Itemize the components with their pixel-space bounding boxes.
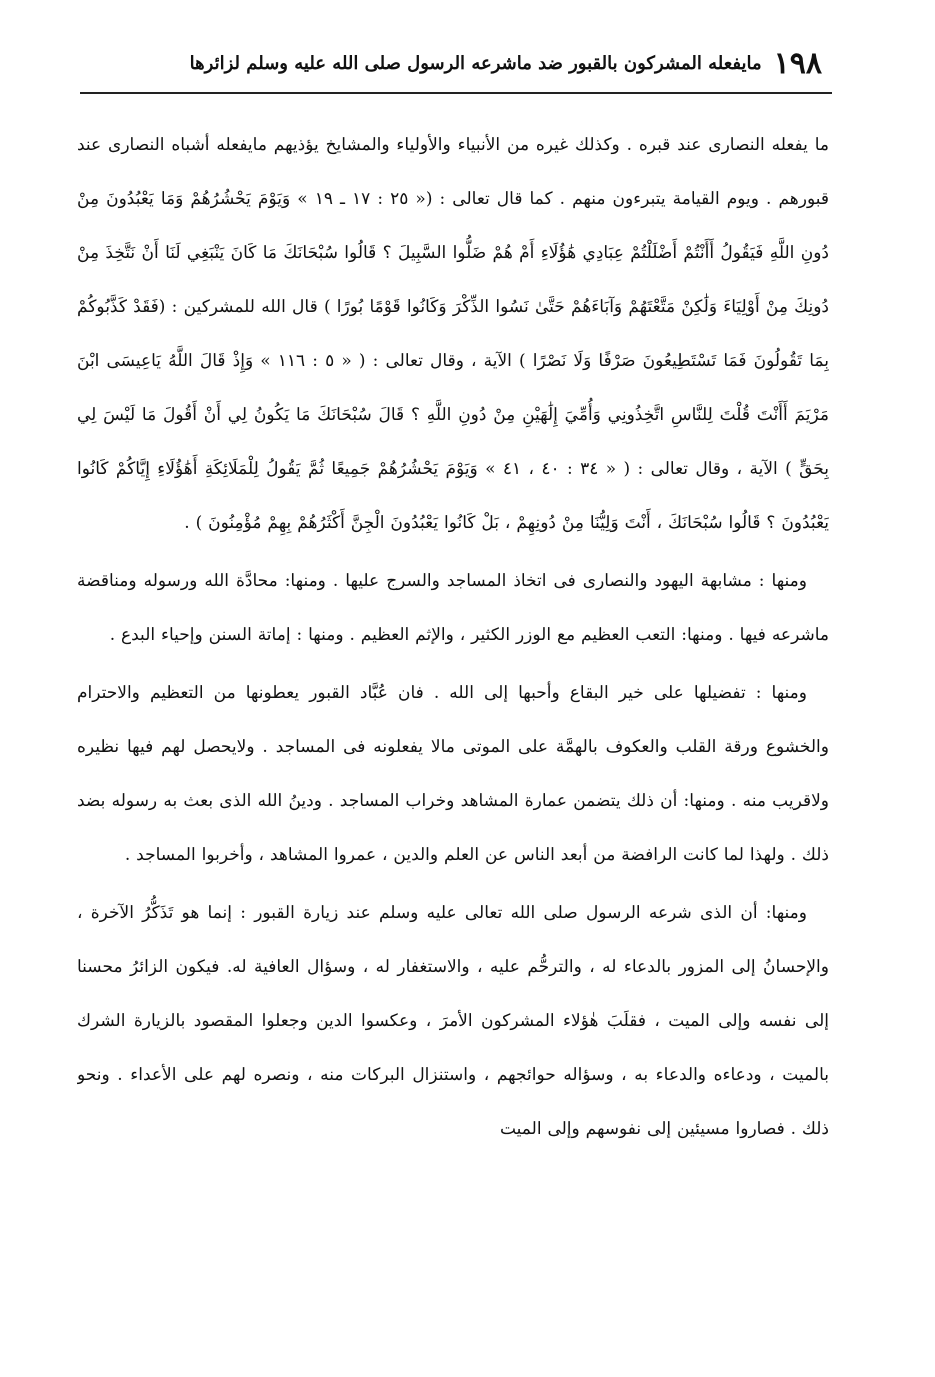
paragraph-3: ومنها : تفضيلها على خير البقاع وأحبها إلى الله . فان عُبَّاد القبور يعطونها من التعظيم والاحترام والخشوع ورقة القلب والعكوف بالهمَّة على الموتى مالا يفعلونه فى المساجد . ولايحصل لهم فيها نظيره ولاقريب منه . ومنها: أن ذلك يتضمن عمارة المشاهد وخراب المساجد . ودينُ الله الذى بعث به رسوله بضد ذلك . ولهذا لما كانت الرافضة من أبعد الناس عن العلم والدين ، عمروا المشاهد ، وأخربوا المساجد . bbox=[77, 683, 829, 865]
body-text bbox=[77, 118, 829, 1366]
running-header bbox=[102, 38, 822, 90]
paragraph-2: ومنها : مشابهة اليهود والنصارى فى اتخاذ المساجد والسرج عليها . ومنها: محادَّة الله ورسوله ومناقضة ماشرعه فيها . ومنها: التعب العظيم مع الوزر الكثير ، والإثم العظيم . ومنها : إماتة السنن وإحياء البدع . bbox=[77, 571, 829, 645]
paragraph-1: ما يفعله النصارى عند قبره . وكذلك غيره من الأنبياء والأولياء والمشايخ يؤذيهم مايفعله أشباه النصارى عند قبورهم . ويوم القيامة يتبرءون منهم . كما قال تعالى : (« ٢٥ : ١٧ ـ ١٩ » وَيَوْمَ يَحْشُرُهُمْ وَمَا يَعْبُدُونَ مِنْ دُونِ اللَّهِ فَيَقُولُ أَأَنْتُمْ أَضْلَلْتُمْ عِبَادِي هَٰؤُلَاءِ أَمْ هُمْ ضَلُّوا السَّبِيلَ ؟ قَالُوا سُبْحَانَكَ مَا كَانَ يَنْبَغِي لَنَا أَنْ نَتَّخِذَ مِنْ دُونِكَ مِنْ أَوْلِيَاءَ وَلَٰكِنْ مَتَّعْتَهُمْ وَآبَاءَهُمْ حَتَّىٰ نَسُوا الذِّكْرَ وَكَانُوا قَوْمًا بُورًا ) قال الله للمشركين : (فَقَدْ كَذَّبُوكُمْ بِمَا تَقُولُونَ فَمَا تَسْتَطِيعُونَ صَرْفًا وَلَا نَصْرًا ) الآية ، وقال تعالى : ( « ٥ : ١١٦ » وَإِذْ قَالَ اللَّهُ يَاعِيسَى ابْنَ مَرْيَمَ أَأَنْتَ قُلْتَ لِلنَّاسِ اتَّخِذُونِي وَأُمِّيَ إِلَٰهَيْنِ مِنْ دُونِ اللَّهِ ؟ قَالَ سُبْحَانَكَ مَا يَكُونُ لِي أَنْ أَقُولَ مَا لَيْسَ لِي بِحَقٍّ ) الآية ، وقال تعالى : ( « ٣٤ : ٤٠ ، ٤١ » وَيَوْمَ يَحْشُرُهُمْ جَمِيعًا ثُمَّ يَقُولُ لِلْمَلَائِكَةِ أَهَٰؤُلَاءِ إِيَّاكُمْ كَانُوا يَعْبُدُونَ ؟ قَالُوا سُبْحَانَكَ ، أَنْتَ وَلِيُّنَا مِنْ دُونِهِمْ ، بَلْ كَانُوا يَعْبُدُونَ الْجِنَّ أَكْثَرُهُمْ بِهِمْ مُؤْمِنُونَ ) . bbox=[77, 135, 829, 533]
page-number: ١٩٨ bbox=[773, 46, 822, 81]
paragraph-4: ومنها: أن الذى شرعه الرسول صلى الله تعالى عليه وسلم عند زيارة القبور : إنما هو تَذَكُّرُ الآخرة ، والإحسانُ إلى المزور بالدعاء له ، والترحُّم عليه ، والاستغفار له ، وسؤال العافية له. فيكون الزائرُ محسنا إلى نفسه وإلى الميت ، فقلَبَ هٰؤلاء المشركون الأمرَ ، وعكسوا الدين وجعلوا المقصود بالزيارة الشرك بالميت ، ودعاءه والدعاء به ، وسؤاله حوائجهم ، واستنزال البركات منه ، ونصره لهم على الأعداء . ونحو ذلك . فصاروا مسيئين إلى نفوسهم وإلى الميت bbox=[77, 903, 829, 1139]
header-divider bbox=[80, 92, 832, 94]
running-title: مايفعله المشركون بالقبور ضد ماشرعه الرسول صلى الله عليه وسلم لزائرها bbox=[189, 53, 762, 74]
